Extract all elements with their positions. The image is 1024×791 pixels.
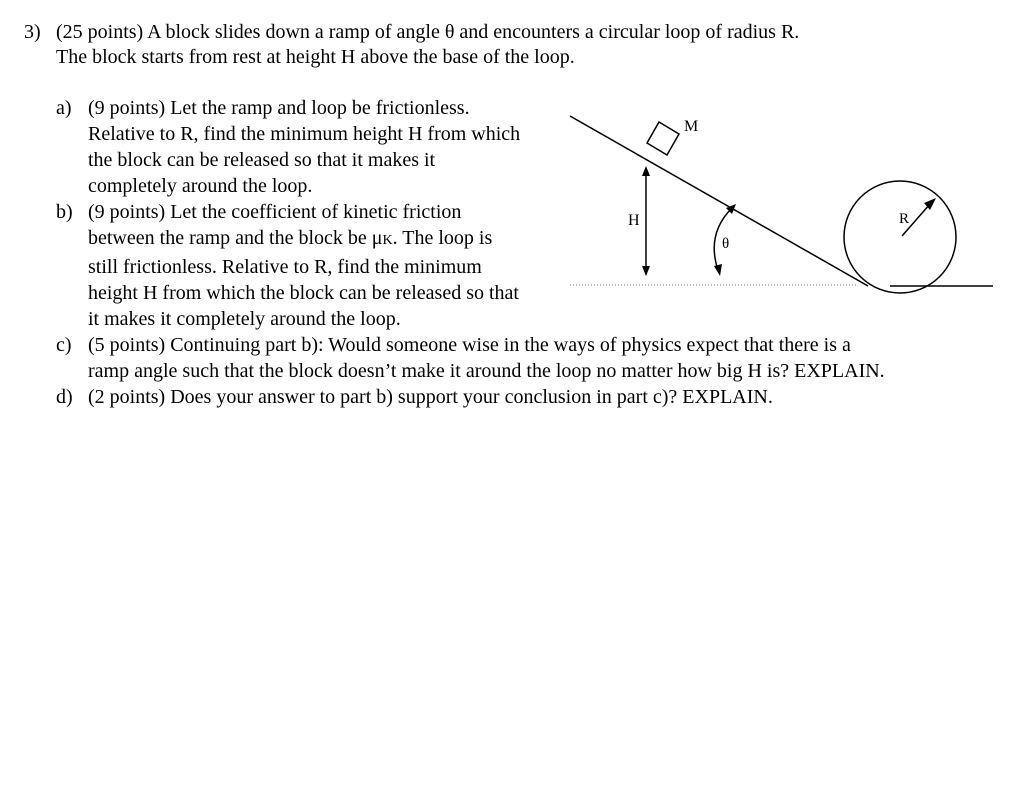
part-line: (5 points) Continuing part b): Would someone wise in the ways of physics expect that there is a — [88, 334, 851, 356]
mu-subscript: K — [382, 233, 393, 248]
part-line: (9 points) Let the ramp and loop be frictionless. — [88, 97, 470, 119]
part-text — [88, 332, 988, 384]
problem-statement — [24, 20, 1004, 70]
part-d — [56, 384, 988, 410]
part-line: it makes it completely around the loop. — [88, 308, 401, 330]
height-arrow-bottom-head — [642, 266, 650, 276]
mass-label: M — [684, 118, 699, 135]
part-line: completely around the loop. — [88, 175, 313, 197]
part-line: ramp angle such that the block doesn’t make it around the loop no matter how big H is? EXPLAIN. — [88, 360, 885, 382]
problem-line-1 — [24, 20, 1004, 45]
part-line: height H from which the block can be released so that — [88, 282, 519, 304]
part-line: Relative to R, find the minimum height H from which — [88, 123, 521, 145]
problem-number: 3) — [24, 21, 41, 43]
height-arrow-top-head — [642, 166, 650, 176]
part-line: still frictionless. Relative to R, find the minimum — [88, 256, 482, 278]
part-line: (2 points) Does your answer to part b) support your conclusion in part c)? EXPLAIN. — [88, 386, 773, 408]
part-line — [88, 225, 568, 254]
part-label: b) — [56, 201, 73, 223]
part-label: c) — [56, 334, 72, 356]
part-line: (9 points) Let the coefficient of kinetic friction — [88, 201, 462, 223]
ramp-line — [570, 116, 868, 286]
angle-arc-bottom-head — [714, 264, 722, 276]
block-square — [647, 122, 679, 155]
part-line-tail: . The loop is — [392, 227, 493, 249]
part-label: a) — [56, 97, 72, 119]
problem-line-2: The block starts from rest at height H above the base of the loop. — [56, 46, 575, 68]
part-text — [88, 95, 568, 199]
part-c — [56, 332, 988, 384]
radius-label: R — [899, 211, 910, 227]
part-line: the block can be released so that it makes it — [88, 149, 436, 171]
angle-label: θ — [722, 236, 730, 252]
part-text — [88, 199, 568, 332]
mu-symbol-text: between the ramp and the block be μ — [88, 227, 383, 249]
problem-intro-text: (25 points) A block slides down a ramp of angle θ and encounters a circular loop of radius R. — [56, 21, 800, 43]
part-text — [88, 384, 988, 410]
loop-circle — [844, 181, 956, 293]
part-label: d) — [56, 386, 73, 408]
ramp-loop-diagram — [560, 100, 1000, 300]
height-label: H — [628, 212, 640, 229]
